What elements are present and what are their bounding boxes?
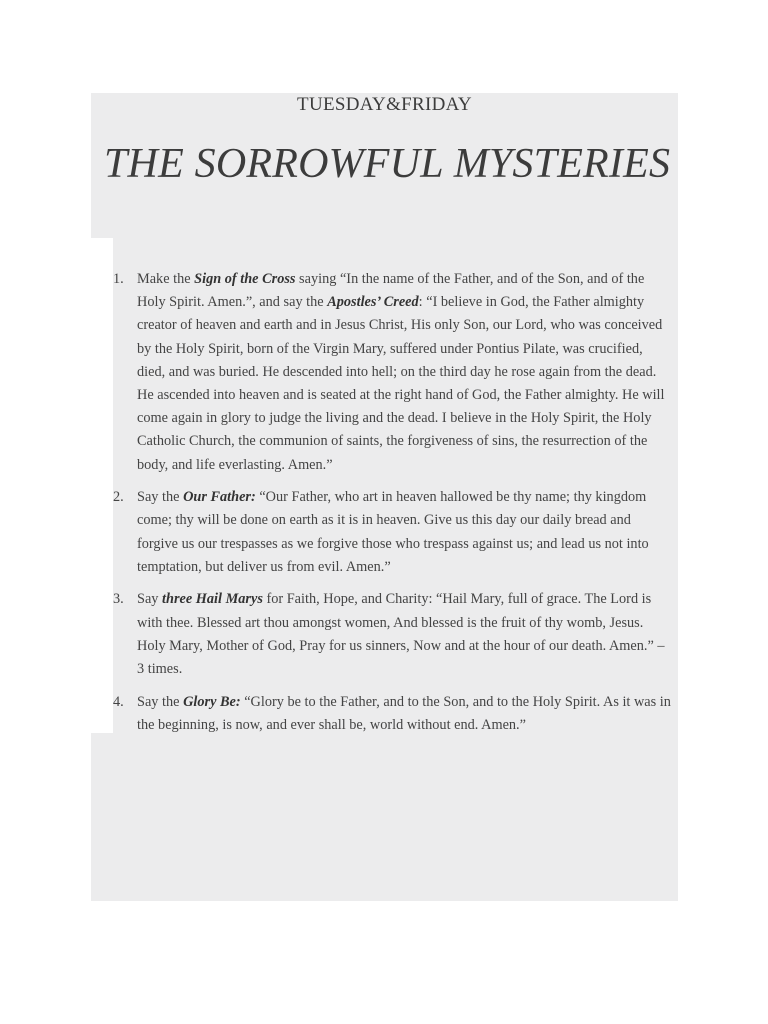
step-text: : “I believe in God, the Father almighty creator of heaven and earth and in Jesus Christ, His only Son, our Lord, who was conceived by the Holy Spirit, born of the Virgin Mary, suffered under Pontius Pilate, was crucified, died, and was buried. He descended into hell; on the third day he rose again from the dead. He ascended into heaven and is seated at the right hand of God, the Father almighty. He will come again in glory to judge the living and the dead. I believe in the Holy Spirit, the Holy Catholic Church, the communion of saints, the forgiveness of sins, the resurrection of the body, and life everlasting. Amen.” <box>137 294 665 473</box>
page-subtitle: TUESDAY&FRIDAY <box>297 94 472 115</box>
list-item <box>104 268 674 477</box>
prayer-steps-list <box>104 268 674 746</box>
step-intro: Make the <box>137 271 195 287</box>
list-item <box>104 486 674 579</box>
step-term-secondary: Apostles’ Creed <box>327 294 419 311</box>
step-term: Glory Be: <box>183 693 241 710</box>
step-term: Our Father: <box>183 489 256 506</box>
step-intro: Say <box>137 591 163 608</box>
step-number: 2. <box>113 489 124 506</box>
step-number: 4. <box>113 693 124 710</box>
step-text: for Faith, Hope, and Charity: “Hail Mary, full of grace. The Lord is with thee. Blessed art thou amongst women, And blessed is the fruit of thy womb, Jesus. Holy Mary, Mother of God, Pray for us sinners, Now and at the hour of our death. Amen.” – 3 times. <box>137 591 665 678</box>
step-text: “Glory be to the Father, and to the Son, and to the Holy Spirit. As it was in the beginning, is now, and ever shall be, world without end. Amen.” <box>137 693 671 733</box>
step-text-mid: saying “In the name of the Father, and of the Son, and of the Holy Spirit. Amen.”, and say the <box>137 271 645 311</box>
page-title: THE SORROWFUL MYSTERIES <box>104 141 671 187</box>
step-text: “Our Father, who art in heaven hallowed be thy name; thy kingdom come; thy will be done on earth as it is in heaven. Give us this day our daily bread and forgive us our trespasses as we forgive those who trespass against us; and lead us not into temptation, but deliver us from evil. Amen.” <box>137 489 649 575</box>
step-term: three Hail Marys <box>162 591 263 608</box>
step-number: 3. <box>113 591 124 608</box>
step-intro: Say the <box>137 489 184 506</box>
step-term: Sign of the Cross <box>194 271 296 287</box>
list-item <box>104 691 674 737</box>
step-number: 1. <box>113 271 124 287</box>
list-item <box>104 588 674 681</box>
step-intro: Say the <box>137 693 184 710</box>
